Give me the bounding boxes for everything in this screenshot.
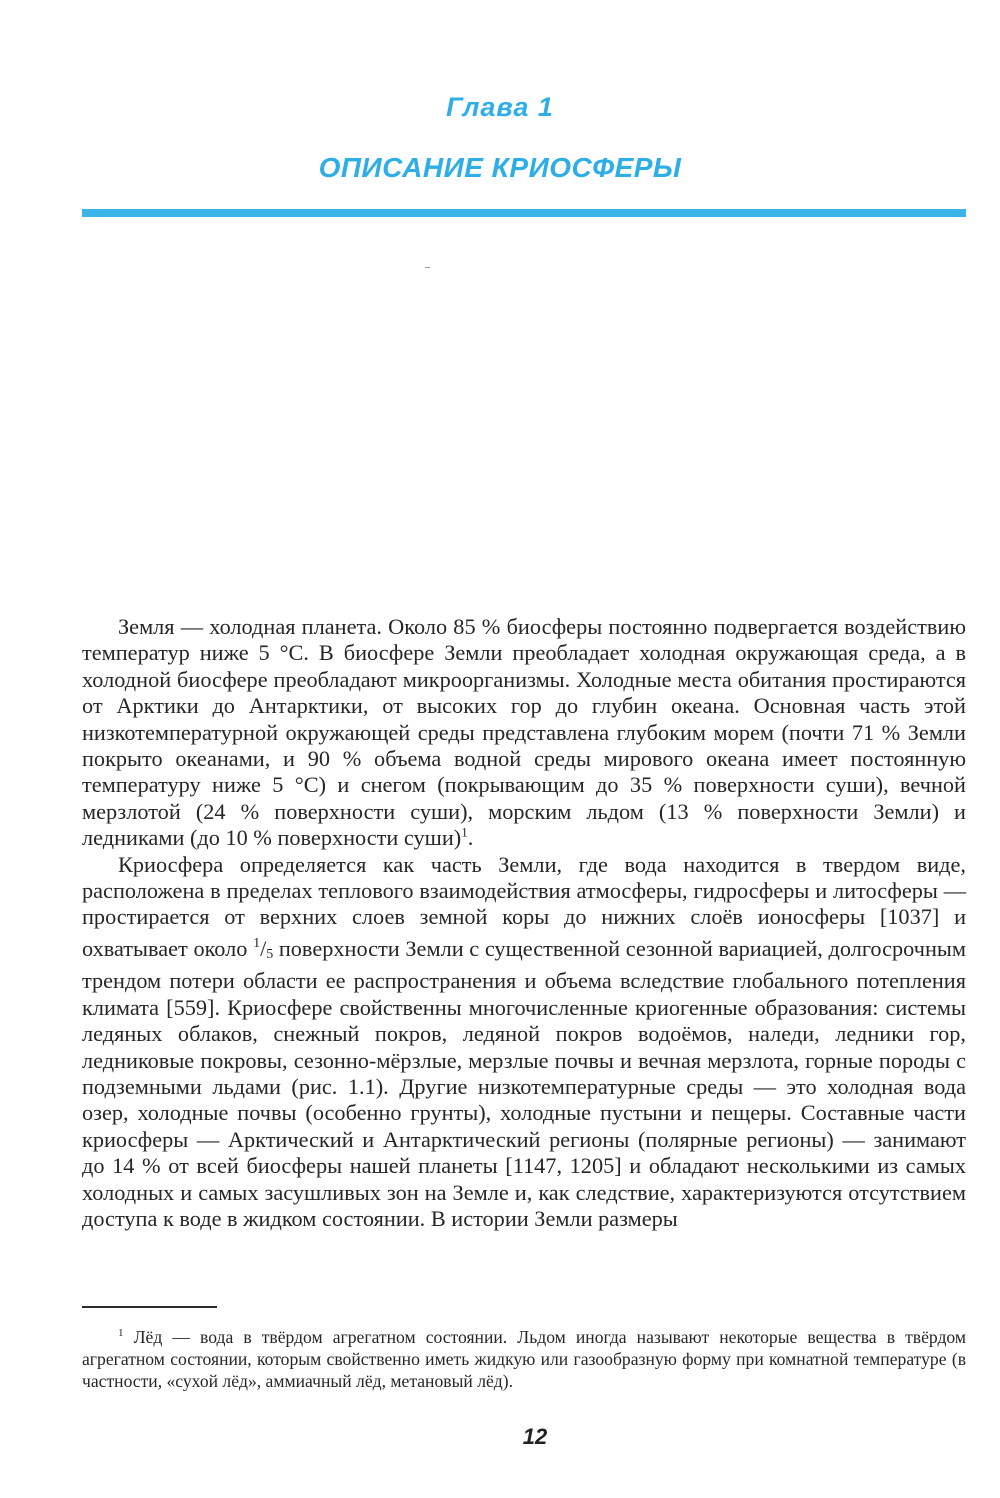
fraction-denominator: 5 (266, 946, 274, 962)
paragraph-1-text: Земля — холодная планета. Около 85 % биосферы постоянно подвергается воздействию температур ниже 5 °С. В биосфере Земли преобладает холодная окружающая среда, а в холодной биосфере преобладают микроорганизмы. Холодные места обитания простираются от Арктики до Антарктики, от высоких гор до глубин океана. Основная часть этой низкотемпературной окружающей среды представлена глубоким морем (почти 71 % Земли покрыто океанами, и 90 % объема водной среды мирового океана имеет постоянную температуру ниже 5 °С) и снегом (покрывающим до 35 % поверхности суши), вечной мерзлотой (24 % поверхности суши), морским льдом (13 % поверхности Земли) и ледниками (до 10 % поверхности суши) (82, 614, 966, 851)
fraction-one-fifth (253, 936, 273, 961)
footnote-separator (82, 1306, 217, 1308)
chapter-title: ОПИСАНИЕ КРИОСФЕРЫ (318, 152, 682, 183)
main-text (82, 614, 966, 1232)
footnote-marker: 1 (118, 1327, 124, 1340)
fraction-slash: / (260, 935, 267, 961)
paragraph-2-text-end: поверхности Земли с существенной сезонной вариацией, долгосрочным трендом потери области ее распространения и объема вследствие глобального потепления климата [559]. Криосфере свойственны многочисленные криогенные образования: системы ледяных облаков, снежный покров, ледяной покров водоёмов, наледи, ледники гор, ледниковые покровы, сезонно-мёрзлые, мерзлые почвы и вечная мерзлота, горные породы с подземными льдами (рис. 1.1). Другие низкотемпературные среды — это холодная вода озер, холодные почвы (особенно грунты), холодные пустыни и пещеры. Составные части криосферы — Арктический и Антарктический регионы (полярные регионы) — занимают до 14 % от всей биосферы нашей планеты [1147, 1205] и обладают несколькими из самых холодных и самых засушливых зон на Земле и, как следствие, характеризуются отсутствием доступа к воде в жидком состоянии. В истории Земли размеры (82, 935, 966, 1231)
footnote-text: Лёд — вода в твёрдом агрегатном состоянии. Льдом иногда называют некоторые вещества в твёрдом агрегатном состоянии, которым свойственно иметь жидкую или газообразную форму при комнатной температуре (в частности, «сухой лёд», аммиачный лёд, метановый лёд). (82, 1327, 966, 1391)
footnote (82, 1326, 966, 1392)
paragraph-1 (82, 614, 966, 852)
fraction-numerator: 1 (253, 935, 261, 951)
chapter-title-rule (82, 209, 966, 217)
chapter-label: Глава 1 (446, 92, 554, 122)
paragraph-1-end: . (467, 825, 474, 851)
paragraph-2 (82, 852, 966, 1233)
scan-speck (425, 267, 430, 268)
page-number: 12 (522, 1424, 548, 1449)
footnote-reference: 1 (461, 824, 468, 840)
paragraph-2-text-start: Криосфера определяется как часть Земли, где вода находится в твердом виде, расположена в пределах теплового взаимодействия атмосферы, гидросферы и литосферы — простирается от верхних слоев земной коры до нижних слоёв ионосферы [1037] и охватывает около (82, 851, 966, 961)
